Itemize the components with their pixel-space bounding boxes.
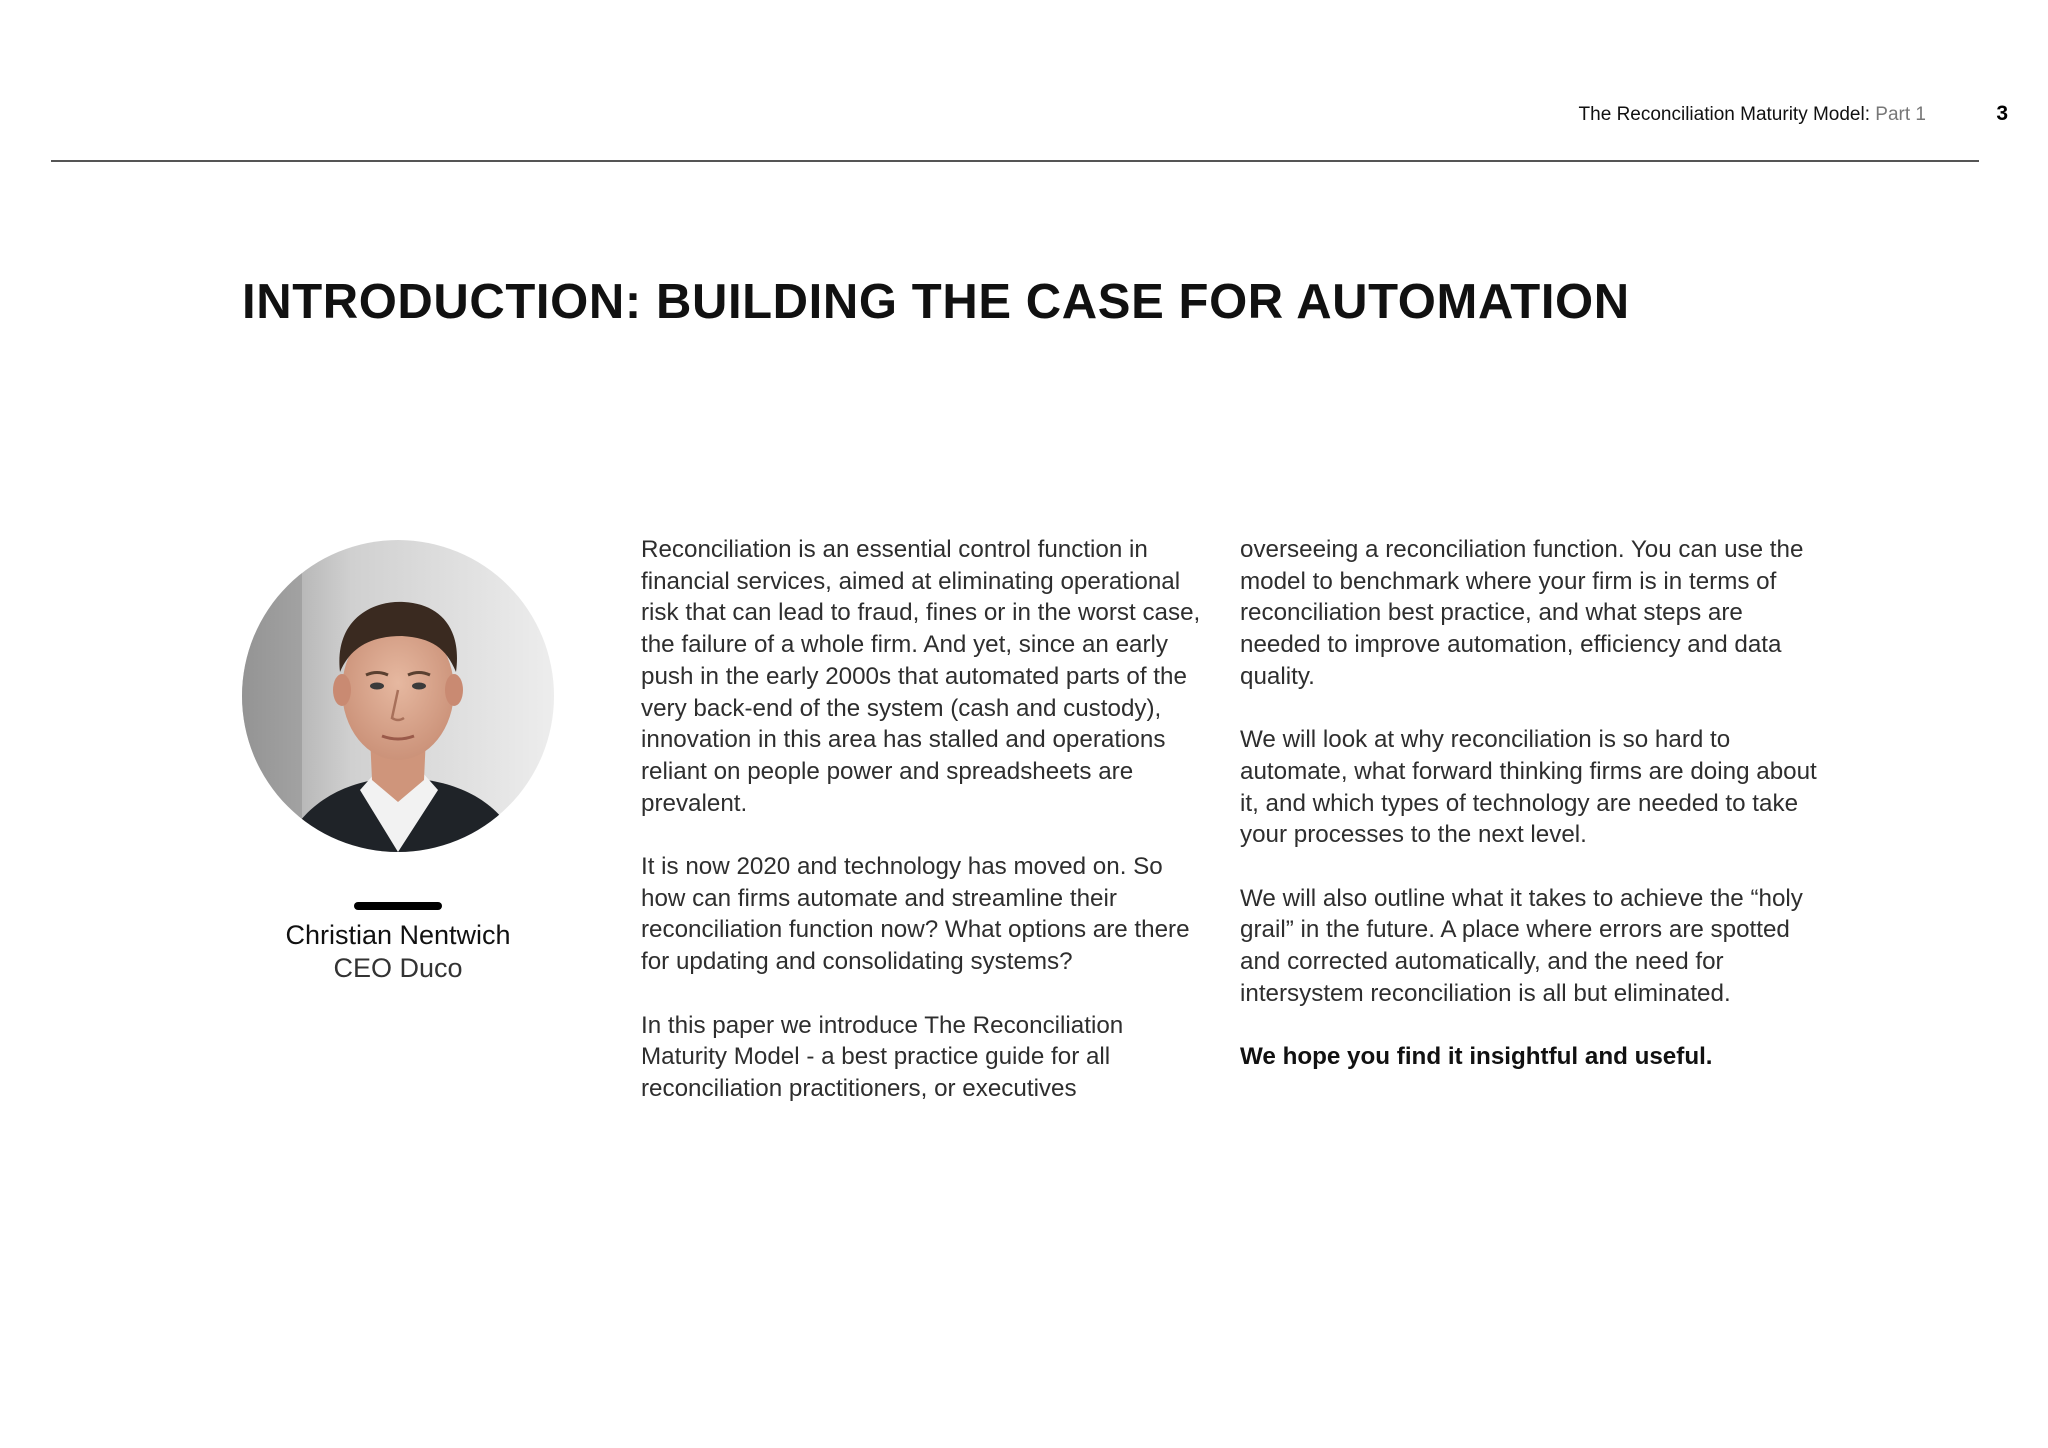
author-role: CEO Duco	[333, 953, 463, 983]
header-divider	[51, 160, 1979, 162]
body-paragraph: Reconciliation is an essential control function in financial services, aimed at eliminating operational risk that can lead to fraud, fines or in the worst case, the failure of a whole firm. And yet, since an early push in the early 2000s that automated parts of the very back-end of the system (cash and custody), innovation in this area has stalled and operations reliant on people power and spreadsheets are prevalent.	[641, 536, 1201, 817]
body-column-right	[1240, 534, 1830, 1105]
body-column-left	[641, 534, 1211, 1136]
body-paragraph: In this paper we introduce The Reconciliation Maturity Model - a best practice guide for all reconciliation practitioners, or executives	[641, 1011, 1124, 1102]
page-header	[0, 100, 2008, 134]
author-profile	[242, 540, 554, 984]
closing-statement: We hope you find it insightful and useful.	[1240, 1043, 1713, 1071]
name-accent-bar	[354, 902, 442, 910]
author-portrait	[242, 540, 554, 852]
section-heading: INTRODUCTION: BUILDING THE CASE FOR AUTOMATION	[242, 275, 1630, 329]
author-name: Christian Nentwich	[285, 920, 511, 950]
document-title	[1579, 104, 1926, 126]
body-paragraph: overseeing a reconciliation function. You can use the model to benchmark where your firm is in terms of reconciliation best practice, and what steps are needed to improve automation, efficiency and data quality.	[1240, 536, 1804, 690]
body-paragraph: We will also outline what it takes to achieve the “holy grail” in the future. A place where errors are spotted and corrected automatically, and the need for intersystem reconciliation is all but eliminated.	[1240, 884, 1803, 1007]
document-title-main: The Reconciliation Maturity Model:	[1578, 104, 1871, 125]
body-paragraph: It is now 2020 and technology has moved on. So how can firms automate and streamline their reconciliation function now? What options are there for updating and consolidating systems?	[641, 853, 1190, 976]
page-number: 3	[1996, 102, 2008, 125]
document-part-label: Part 1	[1875, 104, 1926, 125]
body-paragraph: We will look at why reconciliation is so hard to automate, what forward thinking firms are doing about it, and which types of technology are needed to take your processes to the next level.	[1240, 726, 1817, 849]
author-portrait-image	[242, 540, 554, 852]
